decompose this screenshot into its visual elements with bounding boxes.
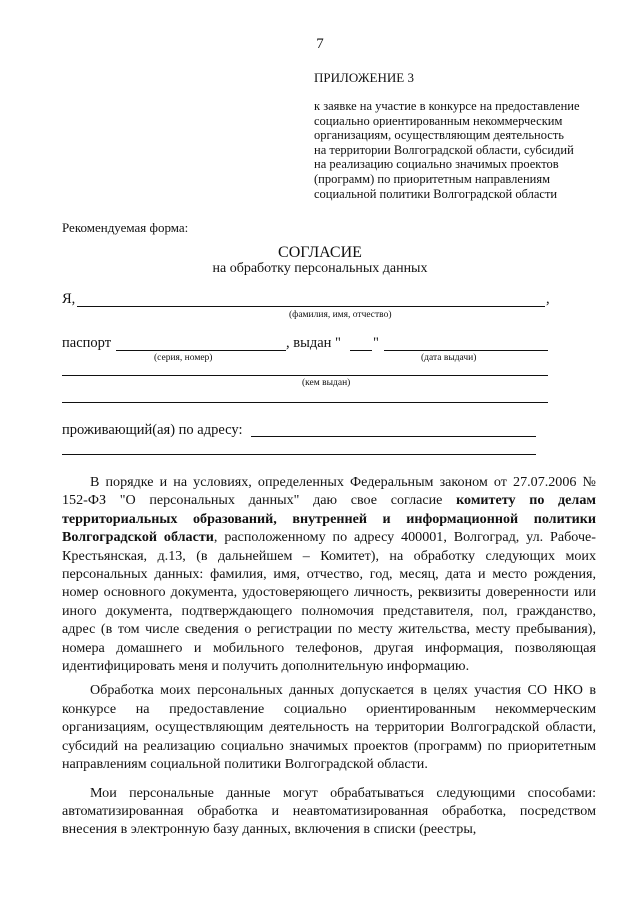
issue-day-field[interactable] xyxy=(350,350,372,351)
appendix-title: ПРИЛОЖЕНИЕ 3 xyxy=(314,70,414,85)
appendix-line: на территории Волгоградской области, субсидий xyxy=(314,142,574,157)
full-name-hint: (фамилия, имя, отчество) xyxy=(289,310,392,320)
issue-date-field[interactable] xyxy=(384,350,548,351)
appendix-line: социально ориентированным некоммерческим xyxy=(314,113,563,128)
appendix-line: социальной политики Волгоградской области xyxy=(314,186,558,201)
consent-paragraph-1 xyxy=(62,473,596,675)
document-title: СОГЛАСИЕ xyxy=(278,244,362,261)
issued-by-field[interactable] xyxy=(62,375,548,376)
address-field-2[interactable] xyxy=(62,454,536,455)
name-line-comma: , xyxy=(546,291,550,307)
appendix-line: к заявке на участие в конкурсе на предоставление xyxy=(314,99,580,113)
issued-by-hint: (кем выдан) xyxy=(302,378,351,388)
consent-paragraph-2: Обработка моих персональных данных допускается в целях участия СО НКО в конкурсе на предоставление социально ориентированным некоммерческим организациям, осуществляющим деятельность на территории Волгоградской области, субсидий на реализацию социально значимых проектов (программ) по приоритетным направлениям социальной политики Волгоградской области. xyxy=(62,682,596,773)
consent-paragraph-3: Мои персональные данные могут обрабатываться следующими способами: автоматизированная обработка и неавтоматизированная обработка, посредством внесения в электронную базу данных, включения в списки (реестры, xyxy=(62,784,596,838)
paragraph-text: , расположенному по адресу 400001, Волгоград, ул. Рабоче-Крестьянская, д.13, (в дальнейшем – Комитет), на обработку следующих моих персональных данных: фамилия, имя, отчество, год, месяц, дата и место рождения, номер основного документа, удостоверяющего личность, реквизиты доверенности или иного документа, подтверждающего полномочия представителя, пол, гражданство, адрес (в том числе сведения о регистрации по месту жительства, месту пребывания), номера домашнего и мобильного телефонов, другая информация, позволяющая идентифицировать меня и получить дополнительную информацию. xyxy=(62,529,597,675)
issued-by-field-2[interactable] xyxy=(62,402,548,403)
document-subtitle: на обработку персональных данных xyxy=(212,261,428,276)
appendix-description xyxy=(314,99,580,201)
appendix-line: на реализацию социально значимых проектов xyxy=(314,157,559,172)
consent-body xyxy=(62,473,596,839)
appendix-line: организациям, осуществляющим деятельность xyxy=(314,128,564,143)
issued-quote: " xyxy=(373,335,379,351)
appendix-line: (программ) по приоритетным направлениям xyxy=(314,171,550,186)
address-label: проживающий(ая) по адресу: xyxy=(62,422,243,438)
name-label: Я, xyxy=(62,291,76,307)
issue-date-hint: (дата выдачи) xyxy=(421,353,477,363)
passport-label: паспорт xyxy=(62,335,112,351)
paragraph-text: В порядке и на условиях, определенных Федеральным законом от 27.07.2006 № 152-ФЗ "О персональных данных" даю свое согласие xyxy=(62,474,596,509)
issued-label: , выдан " xyxy=(286,335,341,351)
page-number: 7 xyxy=(316,36,324,52)
passport-series-hint: (серия, номер) xyxy=(154,353,213,363)
passport-series-field[interactable] xyxy=(116,350,286,351)
committee-name: комитету по делам территориальных образований, внутренней и информационной политики Волгоградской области xyxy=(62,492,596,546)
recommended-form-label: Рекомендуемая форма: xyxy=(62,220,189,235)
full-name-field[interactable] xyxy=(77,306,545,307)
address-field[interactable] xyxy=(251,436,536,437)
